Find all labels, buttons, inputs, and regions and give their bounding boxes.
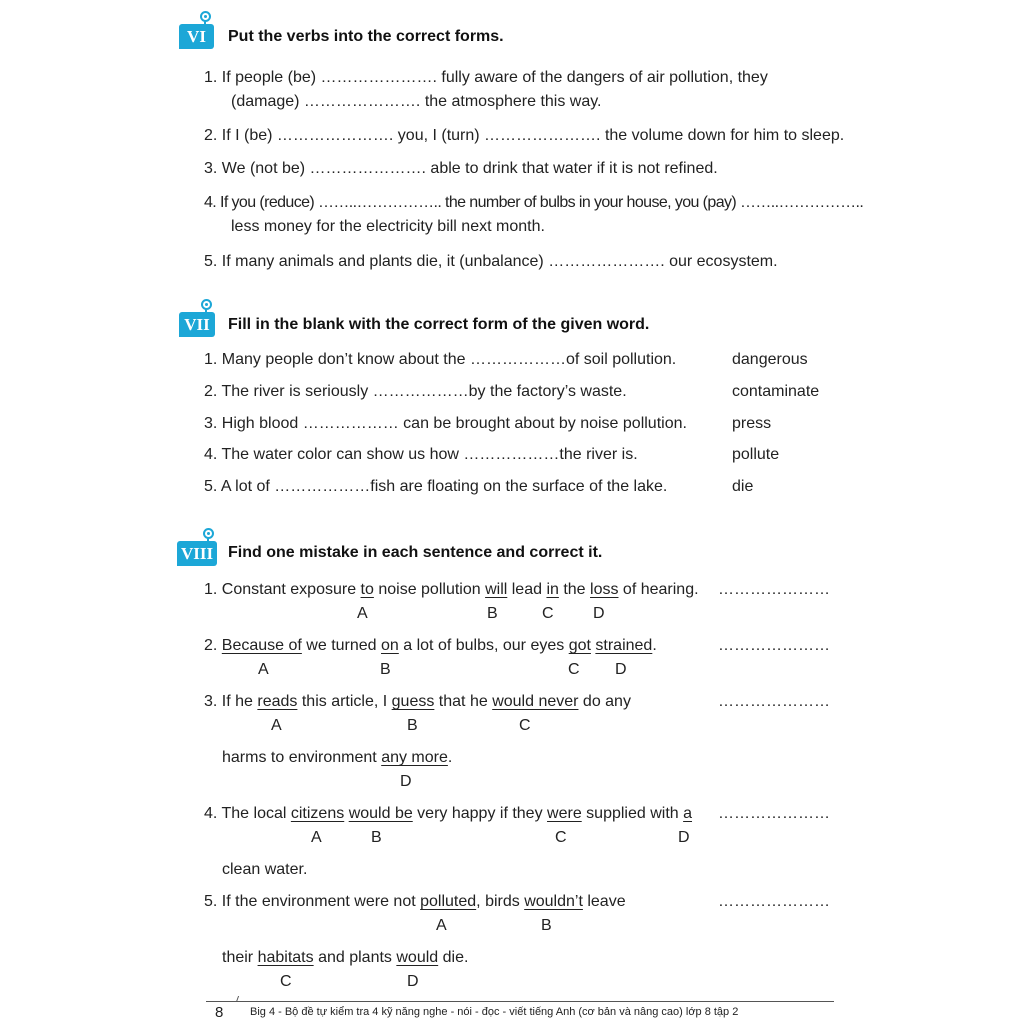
vii-word-5: die bbox=[732, 478, 754, 495]
vii-item-1: 1. Many people don’t know about the ………………of soil pollution. bbox=[204, 351, 677, 368]
vii-word-1: dangerous bbox=[732, 351, 808, 368]
underlined-option-c: habitats bbox=[257, 949, 314, 966]
option-letter-c: C bbox=[568, 661, 580, 678]
answer-blank-1: ………………… bbox=[718, 581, 830, 598]
option-letter-a: A bbox=[436, 917, 447, 934]
underlined-option-d: any more bbox=[381, 749, 448, 766]
vii-item-4: 4. The water color can show us how ………………the river is. bbox=[204, 446, 638, 463]
option-letter-c: C bbox=[280, 973, 292, 990]
section-vi-badge bbox=[179, 24, 214, 49]
vi-item-5: 5. If many animals and plants die, it (unbalance) …………………. our ecosystem. bbox=[204, 253, 778, 270]
option-letter-b: B bbox=[541, 917, 552, 934]
option-letter-c: C bbox=[519, 717, 531, 734]
option-letter-d: D bbox=[400, 773, 412, 790]
vii-item-2: 2. The river is seriously ………………by the factory’s waste. bbox=[204, 383, 627, 400]
option-letter-d: D bbox=[615, 661, 627, 678]
option-letter-b: B bbox=[371, 829, 382, 846]
vii-word-4: pollute bbox=[732, 446, 780, 463]
option-letter-b: B bbox=[407, 717, 418, 734]
underlined-option-b: wouldn’t bbox=[524, 893, 583, 910]
vii-word-3: press bbox=[732, 415, 772, 432]
underlined-option-c: got bbox=[568, 637, 591, 654]
answer-blank-2: ………………… bbox=[718, 637, 830, 654]
answer-blank-5: ………………… bbox=[718, 893, 830, 910]
viii-sentence-5-line-2: their habitats and plants would die. bbox=[222, 949, 469, 966]
vi-item-1b: (damage) …………………. the atmosphere this way. bbox=[231, 93, 602, 110]
underlined-option-b: guess bbox=[391, 693, 435, 710]
option-letter-a: A bbox=[258, 661, 269, 678]
viii-sentence-3-line-2: harms to environment any more. bbox=[222, 749, 453, 766]
section-vi-title: Put the verbs into the correct forms. bbox=[228, 28, 504, 45]
section-viii-title: Find one mistake in each sentence and correct it. bbox=[228, 544, 603, 561]
viii-sentence-5: 5. If the environment were not polluted, birds wouldn’t leave bbox=[204, 893, 626, 910]
section-vii-badge bbox=[179, 312, 215, 337]
option-letter-a: A bbox=[271, 717, 282, 734]
viii-sentence-2: 2. Because of we turned on a lot of bulbs, our eyes got strained. bbox=[204, 637, 657, 654]
underlined-option-a: polluted bbox=[420, 893, 477, 910]
badge-knob-icon bbox=[200, 11, 211, 22]
vi-item-4a: 4. If you (reduce) ……..…………….. the number of bulbs in your house, you (pay) ……..…………….. bbox=[204, 194, 864, 211]
viii-sentence-4: 4. The local citizens would be very happy if they were supplied with a bbox=[204, 805, 693, 822]
option-letter-b: B bbox=[487, 605, 498, 622]
underlined-option-d: loss bbox=[590, 581, 619, 598]
option-letter-d: D bbox=[407, 973, 419, 990]
underlined-option-c: were bbox=[547, 805, 582, 822]
option-letter-a: A bbox=[311, 829, 322, 846]
underlined-option-c: would never bbox=[492, 693, 579, 710]
section-vi-label: VI bbox=[187, 27, 206, 46]
vi-item-2: 2. If I (be) …………………. you, I (turn) …………………. the volume down for him to sleep. bbox=[204, 127, 845, 144]
option-letter-c: C bbox=[542, 605, 554, 622]
section-vii-label: VII bbox=[184, 315, 210, 334]
badge-knob-icon bbox=[203, 528, 214, 539]
underlined-option-b: would be bbox=[348, 805, 413, 822]
underlined-option-d: would bbox=[396, 949, 439, 966]
vii-item-5: 5. A lot of ………………fish are floating on the surface of the lake. bbox=[204, 478, 668, 495]
underlined-option-d: strained bbox=[595, 637, 653, 654]
vi-item-3: 3. We (not be) …………………. able to drink that water if it is not refined. bbox=[204, 160, 718, 177]
vii-item-3: 3. High blood ……………… can be brought about by noise pollution. bbox=[204, 415, 687, 432]
underlined-option-d: a bbox=[683, 805, 693, 822]
underlined-option-c: in bbox=[546, 581, 559, 598]
underlined-option-b: on bbox=[381, 637, 399, 654]
vi-item-1a: 1. If people (be) …………………. fully aware of the dangers of air pollution, they bbox=[204, 69, 768, 86]
option-letter-b: B bbox=[380, 661, 391, 678]
viii-sentence-1: 1. Constant exposure to noise pollution will lead in the loss of hearing. bbox=[204, 581, 699, 598]
underlined-option-a: to bbox=[360, 581, 374, 598]
section-viii-label: VIII bbox=[180, 544, 214, 563]
badge-knob-icon bbox=[201, 299, 212, 310]
underlined-option-a: citizens bbox=[290, 805, 345, 822]
viii-sentence-4-line-2: clean water. bbox=[222, 861, 308, 878]
viii-sentence-3: 3. If he reads this article, I guess that he would never do any bbox=[204, 693, 631, 710]
vi-item-4b: less money for the electricity bill next month. bbox=[231, 218, 545, 235]
answer-blank-3: ………………… bbox=[718, 693, 830, 710]
underlined-option-a: reads bbox=[257, 693, 298, 710]
vii-word-2: contaminate bbox=[732, 383, 820, 400]
option-letter-a: A bbox=[357, 605, 368, 622]
answer-blank-4: ………………… bbox=[718, 805, 830, 822]
section-vii-title: Fill in the blank with the correct form of the given word. bbox=[228, 316, 650, 333]
footer-text: Big 4 - Bộ đề tự kiểm tra 4 kỹ năng nghe - nói - đọc - viết tiếng Anh (cơ bản và nâng cao) lớp 8 tập 2 bbox=[250, 1006, 739, 1018]
underlined-option-a: Because of bbox=[221, 637, 302, 654]
option-letter-d: D bbox=[593, 605, 605, 622]
page-number: 8 bbox=[215, 1004, 224, 1021]
underlined-option-b: will bbox=[485, 581, 508, 598]
option-letter-c: C bbox=[555, 829, 567, 846]
option-letter-d: D bbox=[678, 829, 690, 846]
section-viii-badge bbox=[177, 541, 217, 566]
footer-divider bbox=[206, 1001, 834, 1002]
